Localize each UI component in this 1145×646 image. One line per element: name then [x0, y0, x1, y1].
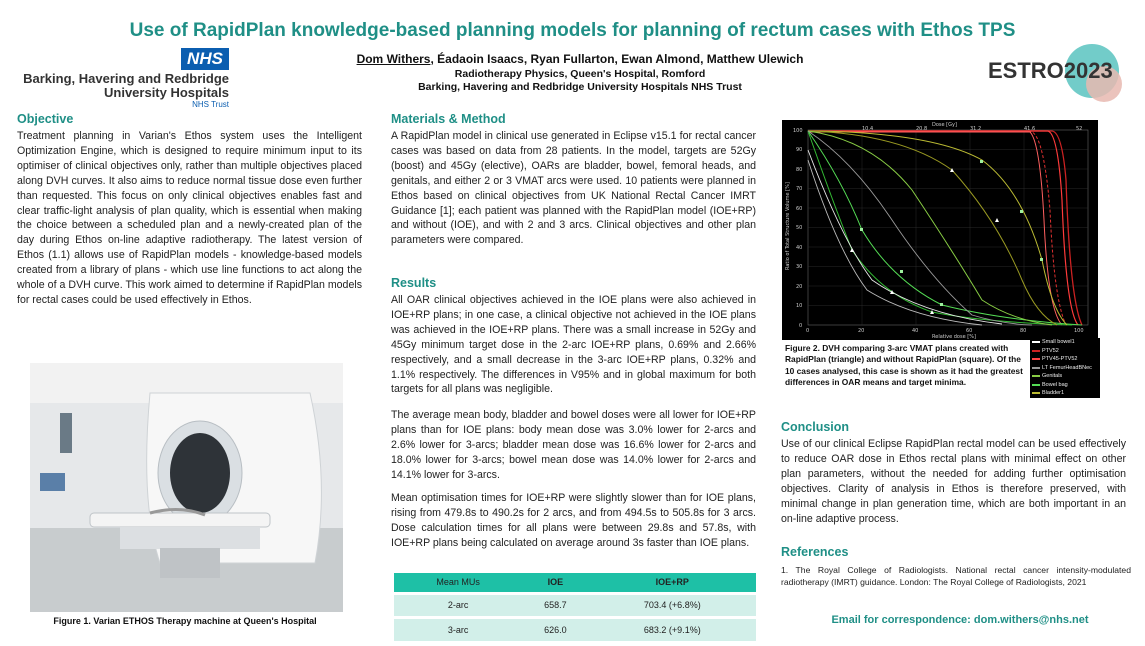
author-list: [280, 52, 880, 66]
dvh-left-tick: 50: [796, 225, 803, 231]
dvh-bottom-tick: 100: [1074, 328, 1084, 334]
legend-swatch: [1032, 358, 1040, 360]
org-line-1: Barking, Havering and Redbridge: [23, 71, 229, 86]
table-row: [394, 617, 756, 641]
legend-item: [1030, 364, 1100, 373]
reference-item: 1. The Royal College of Radiologists. National rectal cancer intensity-modulated radiotherapy (IMRT) guidance. London: The Royal College of Radiologists, 2021: [781, 565, 1131, 587]
dvh-bottom-tick: 60: [966, 328, 973, 334]
legend-item: [1030, 347, 1100, 356]
legend-label: LT FemurHeadBNec: [1042, 364, 1092, 371]
table-cell: 683.2 (+9.1%): [589, 617, 756, 641]
dvh-top-tick: 52: [1076, 126, 1083, 132]
methods-heading: Materials & Method: [391, 112, 506, 126]
legend-label: Bladder1: [1042, 390, 1065, 397]
dvh-left-tick: 30: [796, 264, 803, 270]
legend-label: PTV52: [1042, 347, 1059, 354]
affiliation: [280, 68, 880, 94]
dvh-left-tick: 20: [796, 284, 803, 290]
dvh-left-tick: 10: [796, 303, 803, 309]
legend-item: [1030, 338, 1100, 347]
legend-label: Genitals: [1042, 373, 1063, 380]
affiliation-line-1: Radiotherapy Physics, Queen's Hospital, Romford: [454, 68, 706, 80]
table-cell: 658.7: [522, 593, 588, 617]
legend-label: Bowel bag: [1042, 381, 1068, 388]
dvh-top-tick: 31.2: [970, 126, 982, 132]
conclusion-heading: Conclusion: [781, 420, 850, 434]
figure-1-photo: [30, 363, 343, 612]
dvh-x-label: Relative dose [%]: [932, 334, 976, 340]
conclusion-text: Use of our clinical Eclipse RapidPlan rectal model can be used effectively to reduce OAR dose in Ethos rectal plans with minimal effect on other plan parameters, without the needed for adding further optimisation objectives. Clarity of analysis in Ethos is therefore preserved, with minimal change in plan generation time, which are both important in an on-line adaptive process.: [781, 438, 1126, 525]
dvh-left-tick: 60: [796, 206, 803, 212]
dvh-top-tick: 10.4: [862, 126, 874, 132]
dvh-bottom-tick: 40: [912, 328, 919, 334]
legend-label: PTV45-PTV52: [1042, 356, 1078, 363]
figure-1-caption: Figure 1. Varian ETHOS Therapy machine at Queen's Hospital: [53, 616, 317, 626]
legend-item: [1030, 381, 1100, 390]
results-heading: Results: [391, 276, 437, 290]
dvh-left-tick: 90: [796, 147, 803, 153]
dvh-left-tick: 70: [796, 186, 803, 192]
mean-mu-table: [394, 573, 756, 641]
table-row: [394, 593, 756, 617]
ethos-machine-illustration: [30, 363, 343, 612]
results-paragraph-3: Mean optimisation times for IOE+RP were slightly slower than for IOE plans, rising from 479.8s to 490.2s for 2 arcs, and from 494.5s to 505.8s for 3 arcs. Dose calculation times for all plans were between 29.8s and 57.8s, with IOE+RP plans being calculated on average around 3s faster than IOE plans.: [391, 492, 756, 549]
poster-title: Use of RapidPlan knowledge-based planning models for planning of rectum cases with Ethos TPS: [129, 20, 1016, 41]
references-heading: References: [781, 545, 849, 559]
dvh-left-tick: 0: [799, 323, 803, 329]
presenting-author: Dom Withers: [356, 52, 431, 66]
table-header-cell: IOE: [522, 573, 588, 593]
affiliation-line-2: Barking, Havering and Redbridge University Hospitals NHS Trust: [418, 81, 742, 93]
legend-item: [1030, 355, 1100, 364]
legend-item: [1030, 389, 1100, 398]
contact-email[interactable]: Email for correspondence: dom.withers@nhs.net: [831, 614, 1089, 626]
dvh-figure: [782, 120, 1098, 340]
table-cell: 3-arc: [394, 617, 522, 641]
dvh-bottom-tick: 20: [858, 328, 865, 334]
table-cell: 626.0: [522, 617, 588, 641]
estro-logo: ESTRO2023: [988, 58, 1113, 83]
table-header-row: [394, 573, 756, 593]
dvh-plot: [782, 120, 1098, 340]
dvh-bottom-tick: 0: [806, 328, 810, 334]
nhs-logo: NHS: [181, 48, 229, 70]
table-header-cell: Mean MUs: [394, 573, 522, 593]
legend-swatch: [1032, 341, 1040, 343]
dvh-legend: [1030, 338, 1100, 398]
org-line-2: University Hospitals: [104, 85, 229, 100]
dvh-top-tick: 20.8: [916, 126, 928, 132]
co-authors: , Éadaoin Isaacs, Ryan Fullarton, Ewan Almond, Matthew Ulewich: [430, 52, 804, 66]
nhs-trust-label: NHS Trust: [192, 100, 229, 109]
dvh-y-label: Ratio of Total Structure Volume [%]: [785, 182, 791, 270]
objective-text: Treatment planning in Varian's Ethos system uses the Intelligent Optimization Engine, which is designed to require minimum input to its optimiser of clinical objectives only, rather than multiple objectives placed along DVH curves. It also aims to reduce normal tissue dose even further than requested. This focus on only clinical objectives enables fast and clear traffic-light analysis of plan quality, which is essential when making the choice between a scheduled plan and a newly-created plan of the day during Ethos on-line adaptive radiotherapy. The latest version of Ethos (1.1) allows use of RapidPlan models - knowledge-based models created from a library of plans - which use line functions to act along the whole of a DVH curve. This work aimed to determine if RapidPlan models for rectal cases could be used effectively in Ethos.: [17, 130, 362, 306]
dvh-top-axis-label: Dose [Gy]: [932, 122, 957, 128]
legend-item: [1030, 372, 1100, 381]
table-cell: 2-arc: [394, 593, 522, 617]
legend-label: Small bowel1: [1042, 339, 1075, 346]
results-paragraph-1: All OAR clinical objectives achieved in the IOE plans were also achieved in IOE+RP plans; in one case, a clinical objective not achieved in the IOE plans was achieved in the IOE+RP plans. There was a small increase in 52Gy and 45Gy minimum target dose in the 2-arc IOE+RP plans, 0.69% and 2.66% respectively, and a small decrease in the 3-arc IOE+RP plans, 0.32% and 1.1% respectively. The differences in V95% and in global maximum for both targets for all plans was negligible.: [391, 294, 756, 396]
dvh-top-tick: 41.6: [1024, 126, 1036, 132]
objective-heading: Objective: [17, 112, 74, 126]
table-cell: 703.4 (+6.8%): [589, 593, 756, 617]
methods-text: A RapidPlan model in clinical use generated in Eclipse v15.1 for rectal cancer cases was based on data from 28 patients. In the model, targets are 52Gy (boost) and 45Gy (elective), OARs are bladder, bowel, femoral heads, and genitals, and either 2 or 3 VMAT arcs were used. 10 patients were planned in Ethos based on clinical objectives from UK National Rectal Cancer IMRT Guidance [1]; each patient was planned with the RapidPlan model (IOE+RP) and without (IOE), and with 2 and 3 arcs. Clinical objectives and other plan parameters were compared.: [391, 130, 756, 247]
dvh-left-tick: 40: [796, 245, 803, 251]
dvh-left-tick: 100: [793, 128, 803, 134]
figure-2-caption: Figure 2. DVH comparing 3-arc VMAT plans created with RapidPlan (triangle) and without RapidPlan (square). Of the 10 cases analysed, this case is shown as it had the greatest differences in OAR means and target minima.: [785, 343, 1023, 387]
legend-swatch: [1032, 350, 1040, 352]
nhs-organisation-name: [12, 72, 229, 100]
dvh-left-tick: 80: [796, 167, 803, 173]
legend-swatch: [1032, 392, 1040, 394]
table-header-cell: IOE+RP: [589, 573, 756, 593]
legend-swatch: [1032, 384, 1040, 386]
dvh-bottom-tick: 80: [1020, 328, 1027, 334]
legend-swatch: [1032, 367, 1040, 369]
legend-swatch: [1032, 375, 1040, 377]
results-paragraph-2: The average mean body, bladder and bowel doses were all lower for IOE+RP plans than for IOE plans: body mean dose was 3.0% lower for 2-arcs and 2.6% lower for 3-arcs; bladder mean dose was 16.6% lower for 2-arcs and 18.0% lower for 3-arcs; bowel mean dose was 14.0% lower for 2-arcs and 14.1% lower for 3-arcs.: [391, 409, 756, 481]
